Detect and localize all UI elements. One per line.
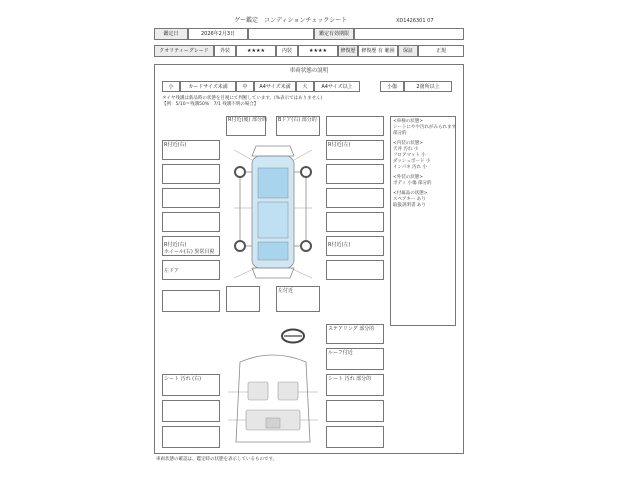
- notes-group4-title: <付属品の状態>: [393, 191, 428, 196]
- condition-check-sheet: [154, 14, 468, 464]
- note-value: 2箇所以上: [404, 81, 452, 92]
- warranty-value: 正規: [418, 45, 464, 57]
- expiry-label: 鑑定有効期限: [314, 28, 354, 40]
- notes-group2-title: <内装の状態>: [393, 141, 424, 146]
- notes-group4-line2: 取扱説明書 あり: [393, 203, 426, 208]
- right-label-1: R付近(左): [328, 142, 351, 148]
- interior-seat-diagram: [226, 352, 320, 450]
- warranty-label: 保証: [398, 45, 418, 57]
- size-small-desc: カードサイズ未満: [180, 81, 236, 92]
- tire-note-1: タイヤ残溝は新品時の状態を目視にて判断しています。(%表示ではありません): [162, 96, 323, 101]
- exterior-label: 外装: [214, 45, 236, 57]
- condition-section-title: 車両状態の説明: [289, 68, 329, 74]
- left-box-7: [162, 290, 220, 312]
- tire-note-2: 【例：5/10＝残溝50% 7/1 残溝不明の場合】: [162, 102, 259, 107]
- repair-sub-label: 修復歴 有 範囲: [358, 45, 398, 57]
- right-box-0: [326, 116, 384, 136]
- exterior-stars: ★★★★: [236, 45, 276, 57]
- size-small: 小: [162, 81, 180, 92]
- left-box-2: [162, 164, 220, 184]
- interior-stars: ★★★★: [298, 45, 338, 57]
- interior-label-1: ステアリング 部分的: [328, 326, 375, 332]
- interior-label-2: ルーフ付近: [328, 350, 353, 356]
- size-large-desc: A4サイズ以上: [314, 81, 360, 92]
- notes-group2-line2: フロアマット 小: [393, 153, 426, 158]
- bottom-box-left: [226, 286, 260, 312]
- interior-label-3: シート 汚れ 部分的: [328, 376, 372, 382]
- note-label: 小傷: [380, 81, 404, 92]
- steering-wheel-icon: [280, 328, 306, 344]
- date-label: 鑑定日: [154, 28, 188, 40]
- interior-right-box-5: [326, 426, 384, 448]
- notes-group4-line1: スペアキー あり: [393, 197, 426, 202]
- notes-group2-line4: インパネ 汚れ 小: [393, 165, 428, 170]
- left-box-4: [162, 212, 220, 232]
- footer-note: 車両状態の確認は、鑑定時の状態を表示しているものです。: [156, 457, 278, 462]
- interior-label-4: シート 汚れ (右): [164, 376, 202, 382]
- top-label-center: Bドア(右) 部分的: [278, 117, 317, 123]
- notes-group1-line2: 部分的: [393, 131, 407, 136]
- right-box-3: [326, 188, 384, 208]
- left-label-2: R付近(右): [164, 242, 187, 248]
- size-medium: 中: [236, 81, 254, 92]
- repair-label: 修復歴: [338, 45, 358, 57]
- left-label-1: R付近(右): [164, 142, 187, 148]
- notes-group3-title: <外装の状態>: [393, 175, 424, 180]
- left-label-4: 左ドア: [164, 268, 179, 274]
- expiry-value: [354, 28, 464, 40]
- right-box-6: [326, 260, 384, 280]
- interior-left-box-2: [162, 400, 220, 422]
- car-top-view-diagram: [226, 138, 320, 286]
- date-spacer: [248, 28, 314, 40]
- size-medium-desc: A4サイズ未満: [254, 81, 296, 92]
- date-value: 2026年2月3日: [188, 28, 248, 40]
- left-label-3: ホイール(右) 異常目視: [164, 249, 215, 255]
- notes-group1-line1: シートにやや汚れがみられます: [393, 125, 456, 130]
- right-box-2: [326, 164, 384, 184]
- notes-group2-line3: ダッシュボード 小: [393, 159, 431, 164]
- interior-label: 内装: [276, 45, 298, 57]
- interior-left-box-3: [162, 426, 220, 448]
- notes-group3-line1: ボディ 小傷 部分的: [393, 181, 432, 186]
- size-large: 大: [296, 81, 314, 92]
- right-box-4: [326, 212, 384, 232]
- interior-right-box-4: [326, 400, 384, 422]
- right-label-2: R付近(左): [328, 242, 351, 248]
- left-box-3: [162, 188, 220, 208]
- notes-group2-line1: 天井 汚れ 小: [393, 147, 419, 152]
- quality-grade-label: クオリティーグレード: [154, 45, 214, 57]
- bottom-label-center: 左付近: [278, 288, 294, 294]
- document-id: XD1426301 07: [396, 18, 434, 24]
- notes-group1-title: <車検の状態>: [393, 119, 424, 124]
- sheet-title: グー鑑定 コンディションチェックシート: [234, 17, 348, 24]
- top-label-left: R付近(後) 部分的: [228, 117, 267, 123]
